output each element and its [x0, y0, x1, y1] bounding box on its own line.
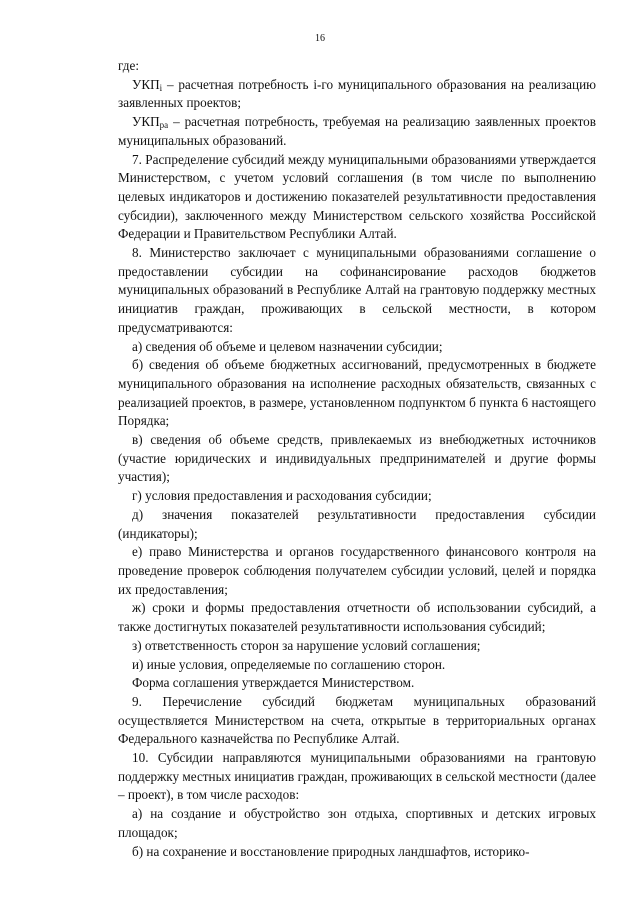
- paragraph-8-e: е) право Министерства и органов государственного финансового контроля на проведение проверок соблюдения получателем субсидии условий, целей и порядка их предоставления;: [118, 544, 596, 597]
- formula-symbol-ukp-ra: УКП: [132, 114, 160, 130]
- formula-symbol-ukp-i: УКП: [132, 76, 160, 92]
- paragraph-7: 7. Распределение субсидий между муниципальными образованиями утверждается Министерством, с учетом условий соглашения (в том числе по выполнению целевых индикаторов и достижению показателей результативности предоставления субсидии), заключенного между Министерством сельского хозяйства Российской Федерации и Правительством Республики Алтай.: [118, 151, 596, 242]
- paragraph-8-a: а) сведения об объеме и целевом назначении субсидии;: [132, 338, 443, 354]
- document-body: [118, 57, 596, 861]
- paragraph-10: 10. Субсидии направляются муниципальными образованиями на грантовую поддержку местных инициатив граждан, проживающих в сельской местности (далее – проект), в том числе расходов:: [118, 750, 596, 803]
- formula-subscript-i: i: [159, 82, 163, 93]
- paragraph-where: где:: [118, 58, 139, 73]
- paragraph-8-d: д) значения показателей результативности предоставления субсидии (индикаторы);: [118, 506, 596, 541]
- paragraph-9: 9. Перечисление субсидий бюджетам муниципальных образований осуществляется Министерством на счета, открытые в территориальных органах Федерального казначейства по Республике Алтай.: [118, 693, 596, 747]
- paragraph-8-i: и) иные условия, определяемые по соглашению сторон.: [132, 656, 446, 672]
- formula-description-ukp-i: – расчетная потребность i-го муниципального образования на реализацию заявленных проектов;: [118, 76, 596, 111]
- paragraph-10-a: а) на создание и обустройство зон отдыха, спортивных и детских игровых площадок;: [118, 806, 596, 840]
- formula-subscript-ra: ра: [159, 120, 169, 131]
- paragraph-ukp-i: [118, 76, 596, 113]
- paragraph-8-z: з) ответственность сторон за нарушение условий соглашения;: [132, 637, 481, 653]
- paragraph-8-v: в) сведения об объеме средств, привлекаемых из внебюджетных источников (участие юридических и индивидуальных предпринимателей и другие формы участия);: [118, 432, 596, 485]
- paragraph-ukp-ra: [118, 113, 596, 150]
- paragraph-agreement-form: Форма соглашения утверждается Министерством.: [132, 675, 415, 691]
- paragraph-8-zh: ж) сроки и формы предоставления отчетности об использовании субсидий, а также достигнутых показателей результативности использования субсидий;: [118, 600, 596, 635]
- formula-description-ukp-ra: – расчетная потребность, требуемая на реализацию заявленных проектов муниципальных образований.: [118, 114, 596, 148]
- paragraph-10-b: б) на сохранение и восстановление природных ландшафтов, историко-: [132, 843, 530, 859]
- paragraph-8-g: г) условия предоставления и расходования субсидии;: [132, 488, 432, 504]
- paragraph-8: 8. Министерство заключает с муниципальными образованиями соглашение о предоставлении субсидии на софинансирование расходов бюджетов муниципальных образований в Республике Алтай на грантовую поддержку местных инициатив граждан, проживающих в сельской местности, в котором предусматриваются:: [118, 245, 596, 335]
- paragraph-8-b: б) сведения об объеме бюджетных ассигнований, предусмотренных в бюджете муниципального образования на исполнение расходных обязательств, связанных с реализацией проектов, в размере, установленном подпунктом б пункта 6 настоящего Порядка;: [118, 357, 596, 429]
- page-number: 16: [315, 33, 325, 44]
